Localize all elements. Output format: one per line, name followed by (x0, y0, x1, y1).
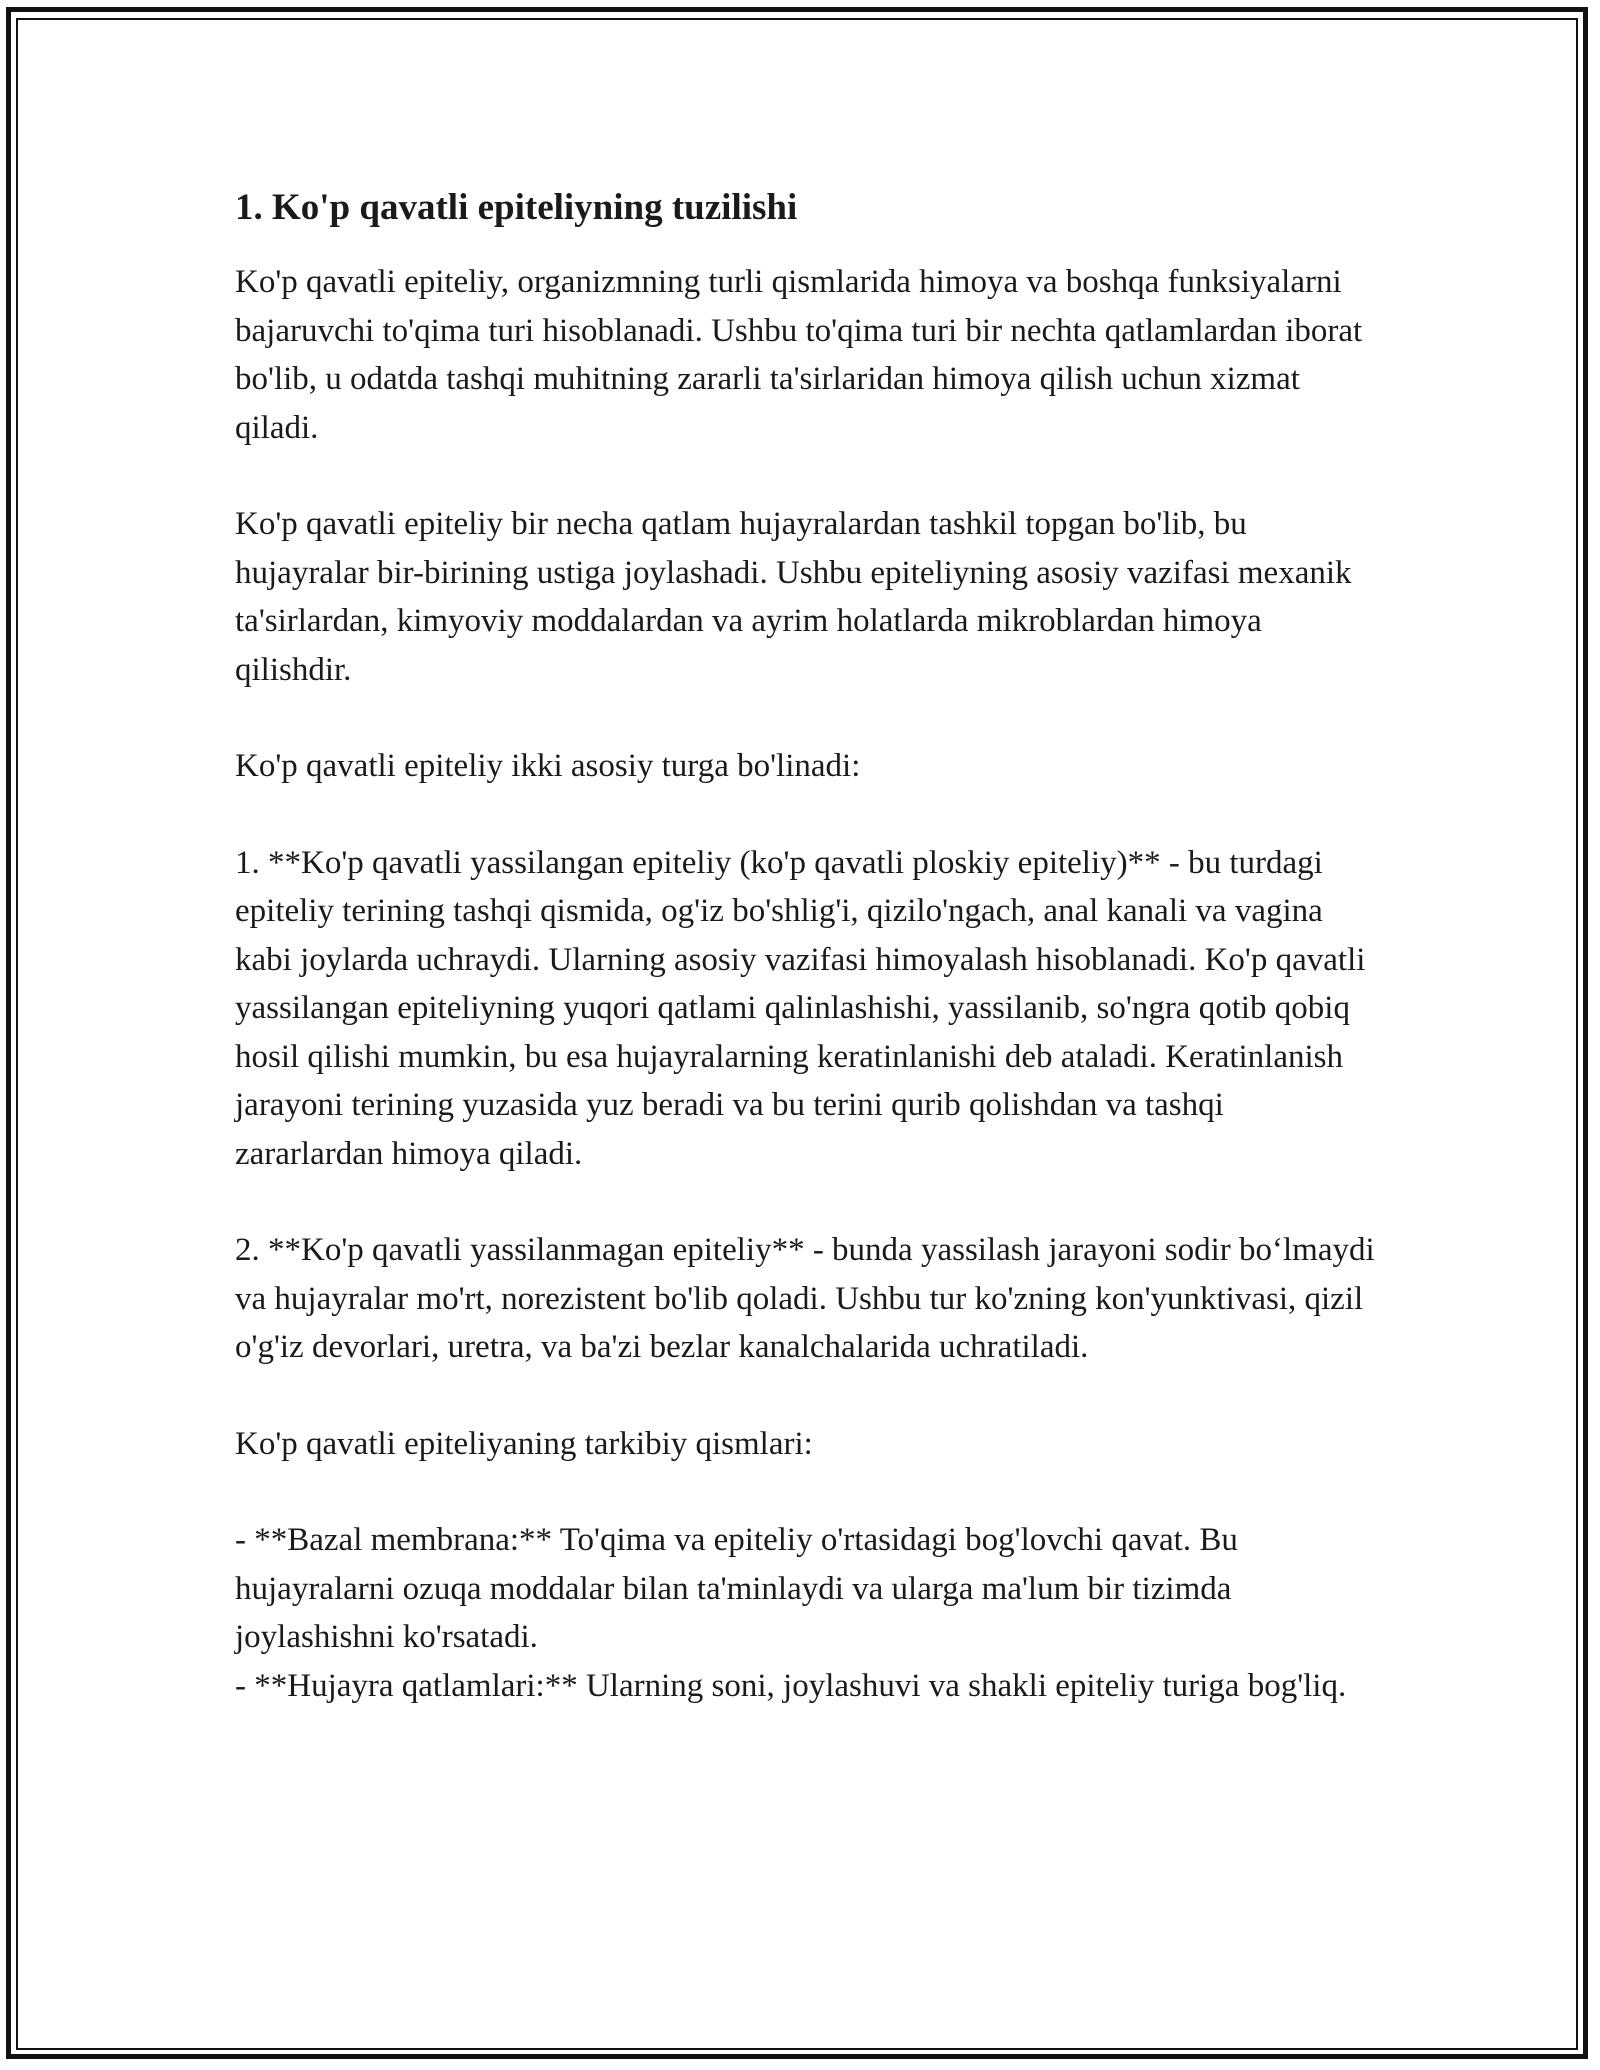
paragraph-intro: Ko'p qavatli epiteliy, organizmning turli qismlarida himoya va boshqa funksiyalarni bajaruvchi to'qima turi hisoblanadi. Ushbu to'qima turi bir nechta qatlamlardan iborat bo'lib, u odatda tashqi muhitning zararli ta'sirlaridan himoya qilish uchun xizmat qiladi. (235, 264, 1363, 446)
document-title: 1. Ko'p qavatli epiteliyning tuzilishi (235, 187, 798, 228)
paragraph-type-keratinized: 1. **Ko'p qavatli yassilangan epiteliy (ko'p qavatli ploskiy epiteliy)** - bu turdagi epiteliy terining tashqi qismida, og'iz bo'shlig'i, qizilo'ngach, anal kanali va vagina kabi joylarda uchraydi. Ularning asosiy vazifasi himoyalash hisoblanadi. Ko'p qavatli yassilangan epiteliyning yuqori qatlami qalinlashishi, yassilanib, so'ngra qotib qobiq hosil qilishi mumkin, bu esa hujayralarning keratinlanishi deb ataladi. Keratinlanish jarayoni terining yuzasida yuz beradi va bu terini qurib qolishdan va tashqi zararlardan himoya qiladi. (235, 844, 1366, 1172)
paragraph-structure: Ko'p qavatli epiteliy bir necha qatlam hujayralardan tashkil topgan bo'lib, bu hujayralar bir-birining ustiga joylashadi. Ushbu epiteliyning asosiy vazifasi mexanik ta'sirlardan, kimyoviy moddalardan va ayrim holatlarda mikroblardan himoya qilishdir. (235, 506, 1352, 688)
paragraph-type-nonkeratinized: 2. **Ko'p qavatli yassilanmagan epiteliy** - bunda yassilash jarayoni sodir bo‘lmaydi va hujayralar mo'rt, norezistent bo'lib qoladi. Ushbu tur ko'zning kon'yunktivasi, qizil o'g'iz devorlari, uretra, va ba'zi bezlar kanalchalarida uchratiladi. (235, 1232, 1375, 1365)
components-list (235, 1516, 1375, 1710)
paragraph-components-heading: Ko'p qavatli epiteliyaning tarkibiy qismlari: (235, 1425, 813, 1462)
list-item-cell-layers: - **Hujayra qatlamlari:** Ularning soni, joylashuvi va shakli epiteliy turiga bog'liq. (235, 1667, 1347, 1704)
list-item-basal-membrane: - **Bazal membrana:** To'qima va epiteliy o'rtasidagi bog'lovchi qavat. Bu hujayralarni ozuqa moddalar bilan ta'minlaydi va ularga ma'lum bir tizimda joylashishni ko'rsatadi. (235, 1522, 1238, 1655)
paragraph-types-heading: Ko'p qavatli epiteliy ikki asosiy turga bo'linadi: (235, 748, 861, 784)
document-page (235, 185, 1375, 1710)
